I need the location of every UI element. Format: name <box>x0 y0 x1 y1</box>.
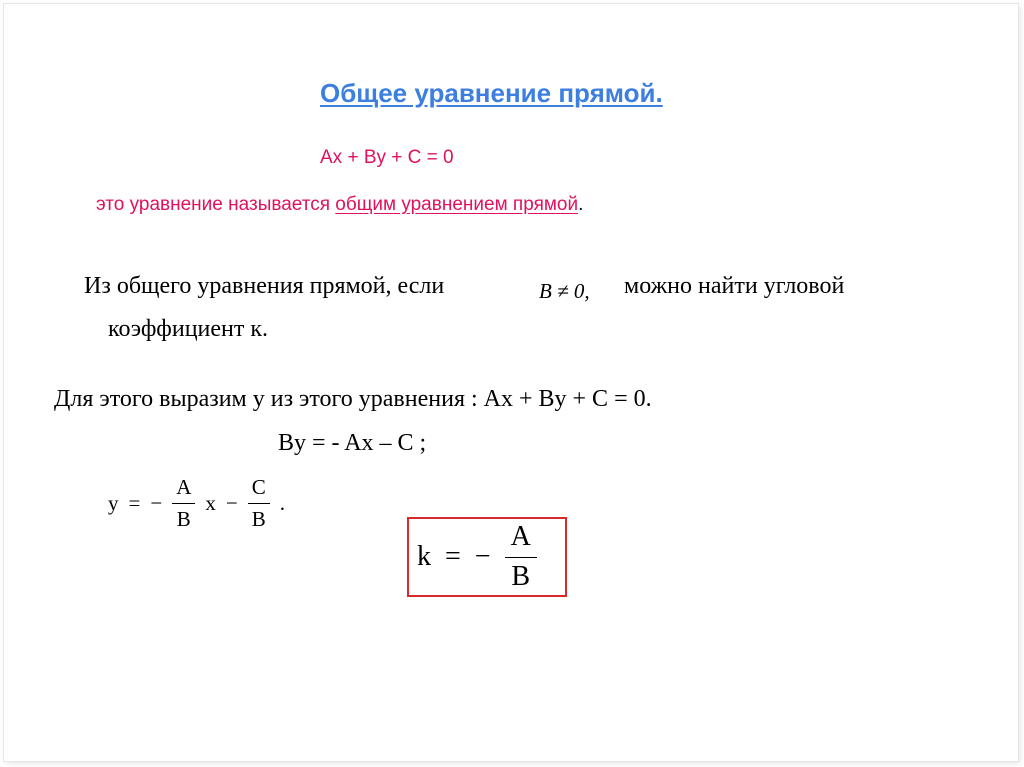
paragraph1-part1: Из общего уравнения прямой, если <box>84 273 445 299</box>
fraction-numerator: A <box>172 474 195 503</box>
k-minus: − <box>474 541 491 572</box>
y-minus-1: − <box>150 490 163 515</box>
y-equation <box>108 472 285 534</box>
named-line-suffix: . <box>578 194 584 215</box>
y-lhs: y <box>108 490 119 515</box>
slide <box>4 4 1018 761</box>
named-equation-line <box>96 194 583 216</box>
y-x: x <box>205 490 216 515</box>
k-lhs: k <box>417 541 431 572</box>
fraction-a-over-b <box>172 474 195 532</box>
named-line-prefix: это уравнение называется <box>96 194 336 215</box>
k-equation-box <box>407 517 567 597</box>
general-equation: Ax + By + C = 0 <box>320 147 454 168</box>
y-equals: = <box>128 490 141 515</box>
fraction-a-over-b <box>505 522 537 593</box>
k-equals: = <box>445 541 461 572</box>
fraction-c-over-b <box>248 474 270 532</box>
slide-title: Общее уравнение прямой. <box>320 78 663 108</box>
fraction-numerator: A <box>505 522 537 558</box>
condition-b-not-zero: B ≠ 0, <box>539 279 590 303</box>
paragraph1-line2: коэффициент к. <box>108 316 269 342</box>
fraction-numerator: C <box>248 474 270 503</box>
fraction-denominator: B <box>251 506 266 531</box>
y-period: . <box>279 490 285 515</box>
fraction-denominator: B <box>176 506 191 531</box>
by-equation: By = - Ax – C ; <box>278 430 427 456</box>
paragraph1-part2: можно найти угловой <box>624 273 845 299</box>
paragraph2: Для этого выразим у из этого уравнения : Ax + By + C = 0. <box>54 386 652 412</box>
fraction-denominator: B <box>511 560 531 592</box>
y-minus-2: − <box>225 490 238 515</box>
named-line-underlined: общим уравнением прямой <box>335 194 579 215</box>
